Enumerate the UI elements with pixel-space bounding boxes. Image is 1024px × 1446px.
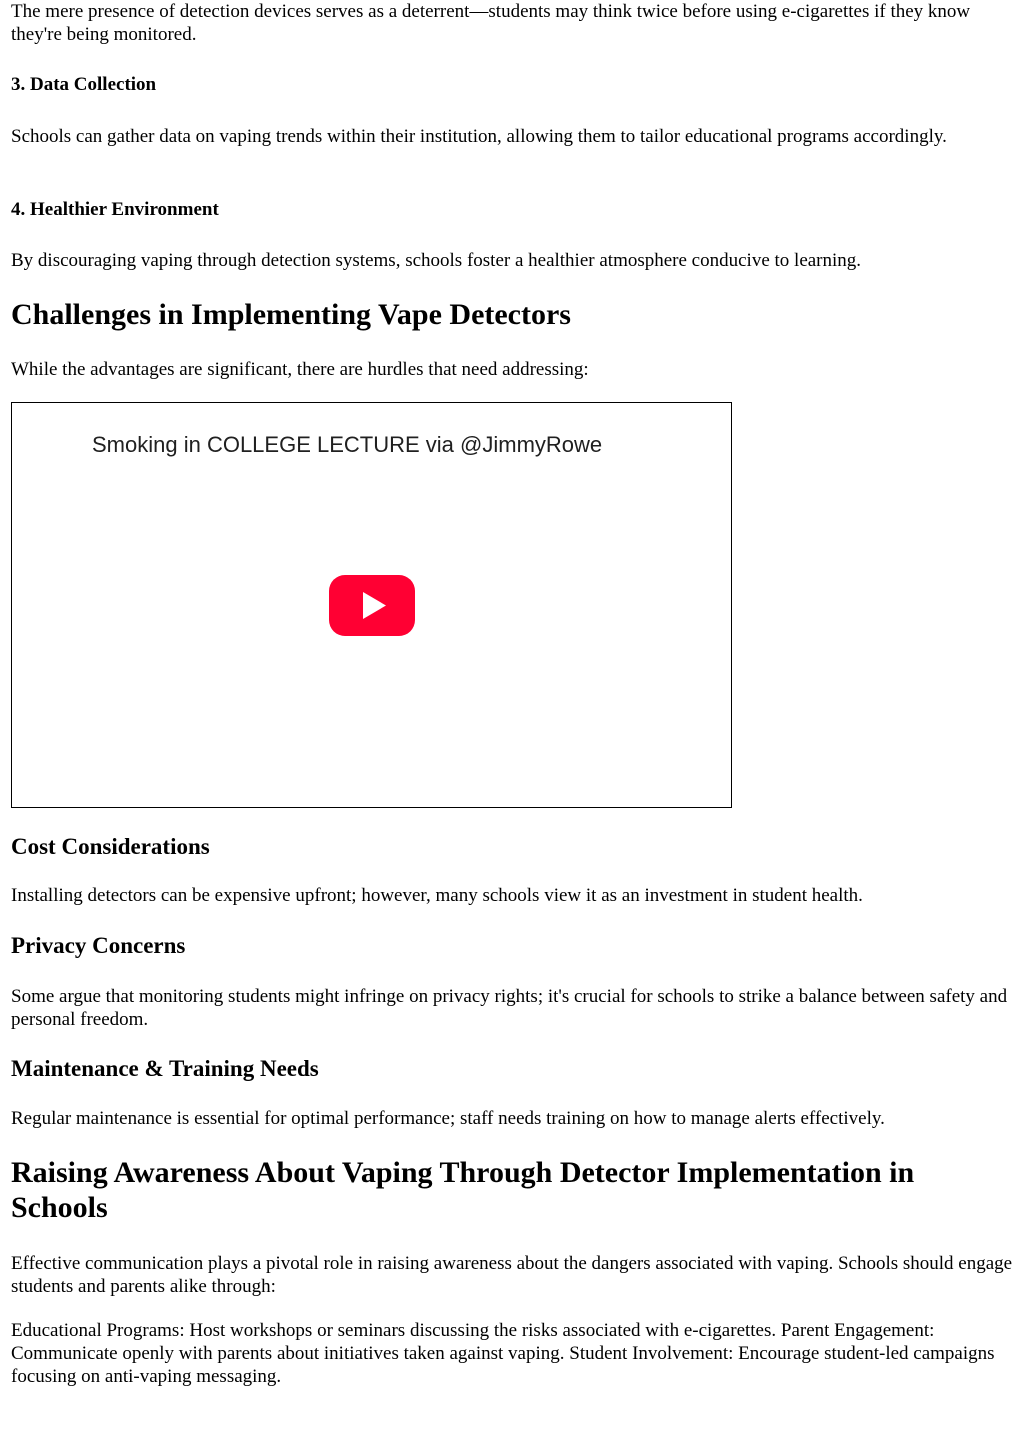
cost-considerations-heading: Cost Considerations — [11, 834, 210, 859]
youtube-video-embed[interactable] — [11, 402, 732, 808]
play-button-graphic — [329, 575, 415, 636]
privacy-concerns-heading: Privacy Concerns — [11, 933, 186, 958]
challenges-intro-paragraph: While the advantages are significant, there are hurdles that need addressing: — [11, 359, 589, 380]
video-title[interactable]: Smoking in COLLEGE LECTURE via @JimmyRowe — [92, 432, 603, 457]
privacy-concerns-paragraph: Some argue that monitoring students might infringe on privacy rights; it's crucial for schools to strike a balance between safety and personal freedom. — [11, 986, 1008, 1030]
cost-considerations-paragraph: Installing detectors can be expensive upfront; however, many schools view it as an investment in student health. — [11, 885, 863, 906]
data-collection-heading: 3. Data Collection — [11, 74, 157, 95]
data-collection-paragraph: Schools can gather data on vaping trends within their institution, allowing them to tailor educational programs accordingly. — [11, 126, 947, 147]
youtube-play-icon[interactable] — [329, 575, 415, 636]
maintenance-training-heading: Maintenance & Training Needs — [11, 1056, 319, 1081]
healthier-environment-paragraph: By discouraging vaping through detection systems, schools foster a healthier atmosphere conducive to learning. — [11, 250, 862, 271]
awareness-methods-paragraph: Educational Programs: Host workshops or seminars discussing the risks associated with e-cigarettes. Parent Engagement: Communicate openly with parents about initiatives taken against vaping. Student Involvement: Encourage student-led campaigns focusing on anti-vaping messaging. — [11, 1320, 995, 1387]
maintenance-training-paragraph: Regular maintenance is essential for optimal performance; staff needs training on how to manage alerts effectively. — [11, 1108, 885, 1129]
challenges-heading: Challenges in Implementing Vape Detectors — [11, 298, 571, 331]
deterrent-paragraph: The mere presence of detection devices serves as a deterrent—students may think twice before using e-cigarettes if they know they're being monitored. — [11, 1, 971, 45]
healthier-environment-heading: 4. Healthier Environment — [11, 199, 219, 220]
raising-awareness-heading: Raising Awareness About Vaping Through Detector Implementation in Schools — [11, 1156, 915, 1224]
raising-awareness-intro-paragraph: Effective communication plays a pivotal role in raising awareness about the dangers associated with vaping. Schools should engage students and parents alike through: — [11, 1253, 1013, 1297]
